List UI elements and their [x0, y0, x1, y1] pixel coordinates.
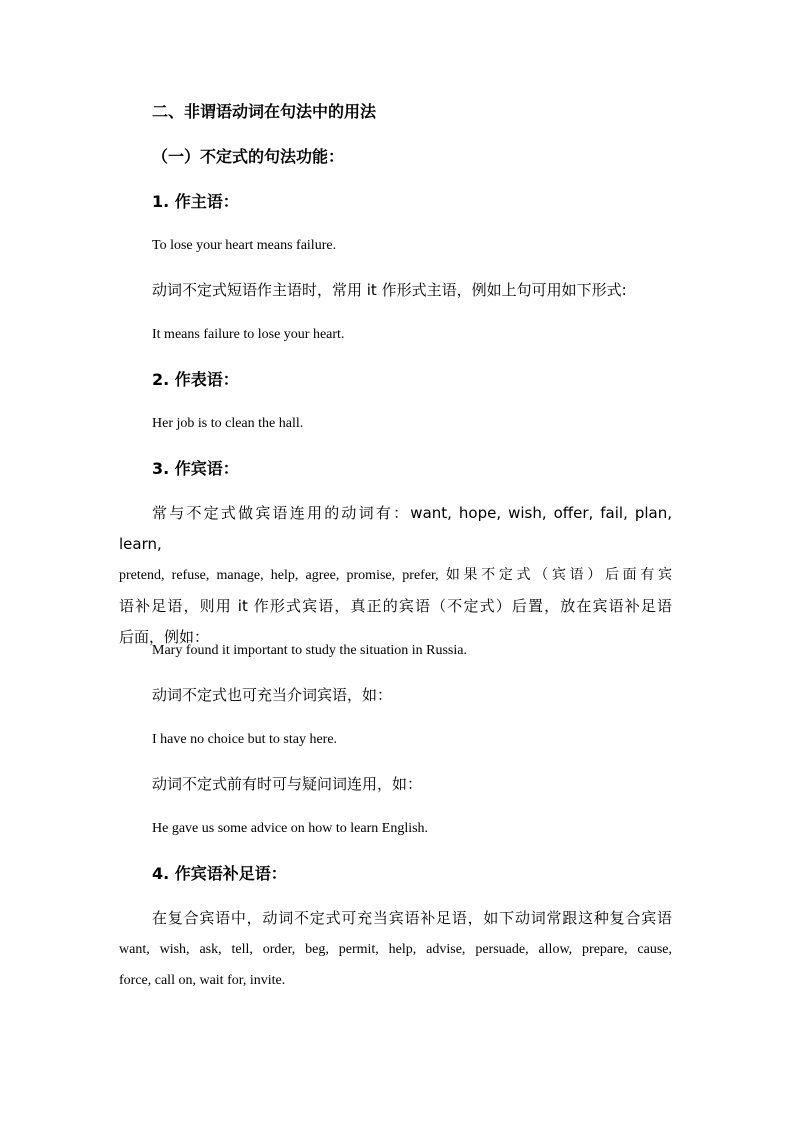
section-title: 二、非谓语动词在句法中的用法 — [152, 102, 377, 121]
example-sentence: Mary found it important to study the situation in Russia. — [152, 643, 467, 658]
explanation-text: 动词不定式也可充当介词宾语，如： — [152, 686, 393, 704]
paragraph-line: 语补足语，则用 it 作形式宾语，真正的宾语（不定式）后置，放在宾语补足语 — [119, 597, 672, 615]
item-heading-predicative: 2. 作表语： — [152, 370, 239, 389]
example-sentence: He gave us some advice on how to learn English. — [152, 821, 429, 836]
object-paragraph — [119, 498, 672, 653]
subsection-title: （一）不定式的句法功能： — [152, 147, 345, 166]
explanation-text: 动词不定式前有时可与疑问词连用，如： — [152, 775, 423, 793]
object-complement-paragraph — [119, 903, 672, 996]
item-heading-object-complement: 4. 作宾语补足语： — [152, 864, 287, 883]
explanation-text: 动词不定式短语作主语时，常用 it 作形式主语，例如上句可用如下形式: — [152, 281, 627, 299]
example-sentence: Her job is to clean the hall. — [152, 416, 304, 431]
paragraph-line: 在复合宾语中，动词不定式可充当宾语补足语，如下动词常跟这种复合宾语 — [152, 909, 672, 927]
paragraph-line: 常与不定式做宾语连用的动词有：want, hope, wish, offer, fail, plan, learn, — [119, 504, 672, 553]
item-heading-object: 3. 作宾语： — [152, 459, 239, 478]
paragraph-line: pretend, refuse, manage, help, agree, promise, prefer, 如果不定式（宾语）后面有宾 — [119, 568, 672, 583]
item-heading-subject: 1. 作主语： — [152, 192, 239, 211]
example-sentence: It means failure to lose your heart. — [152, 327, 345, 342]
example-sentence: I have no choice but to stay here. — [152, 732, 338, 747]
paragraph-line: want, wish, ask, tell, order, beg, permit, help, advise, persuade, allow, prepare, cause, — [119, 942, 672, 957]
paragraph-line: 后面，例如： — [119, 628, 210, 646]
paragraph-line: force, call on, wait for, invite. — [119, 973, 286, 988]
example-sentence: To lose your heart means failure. — [152, 238, 337, 253]
